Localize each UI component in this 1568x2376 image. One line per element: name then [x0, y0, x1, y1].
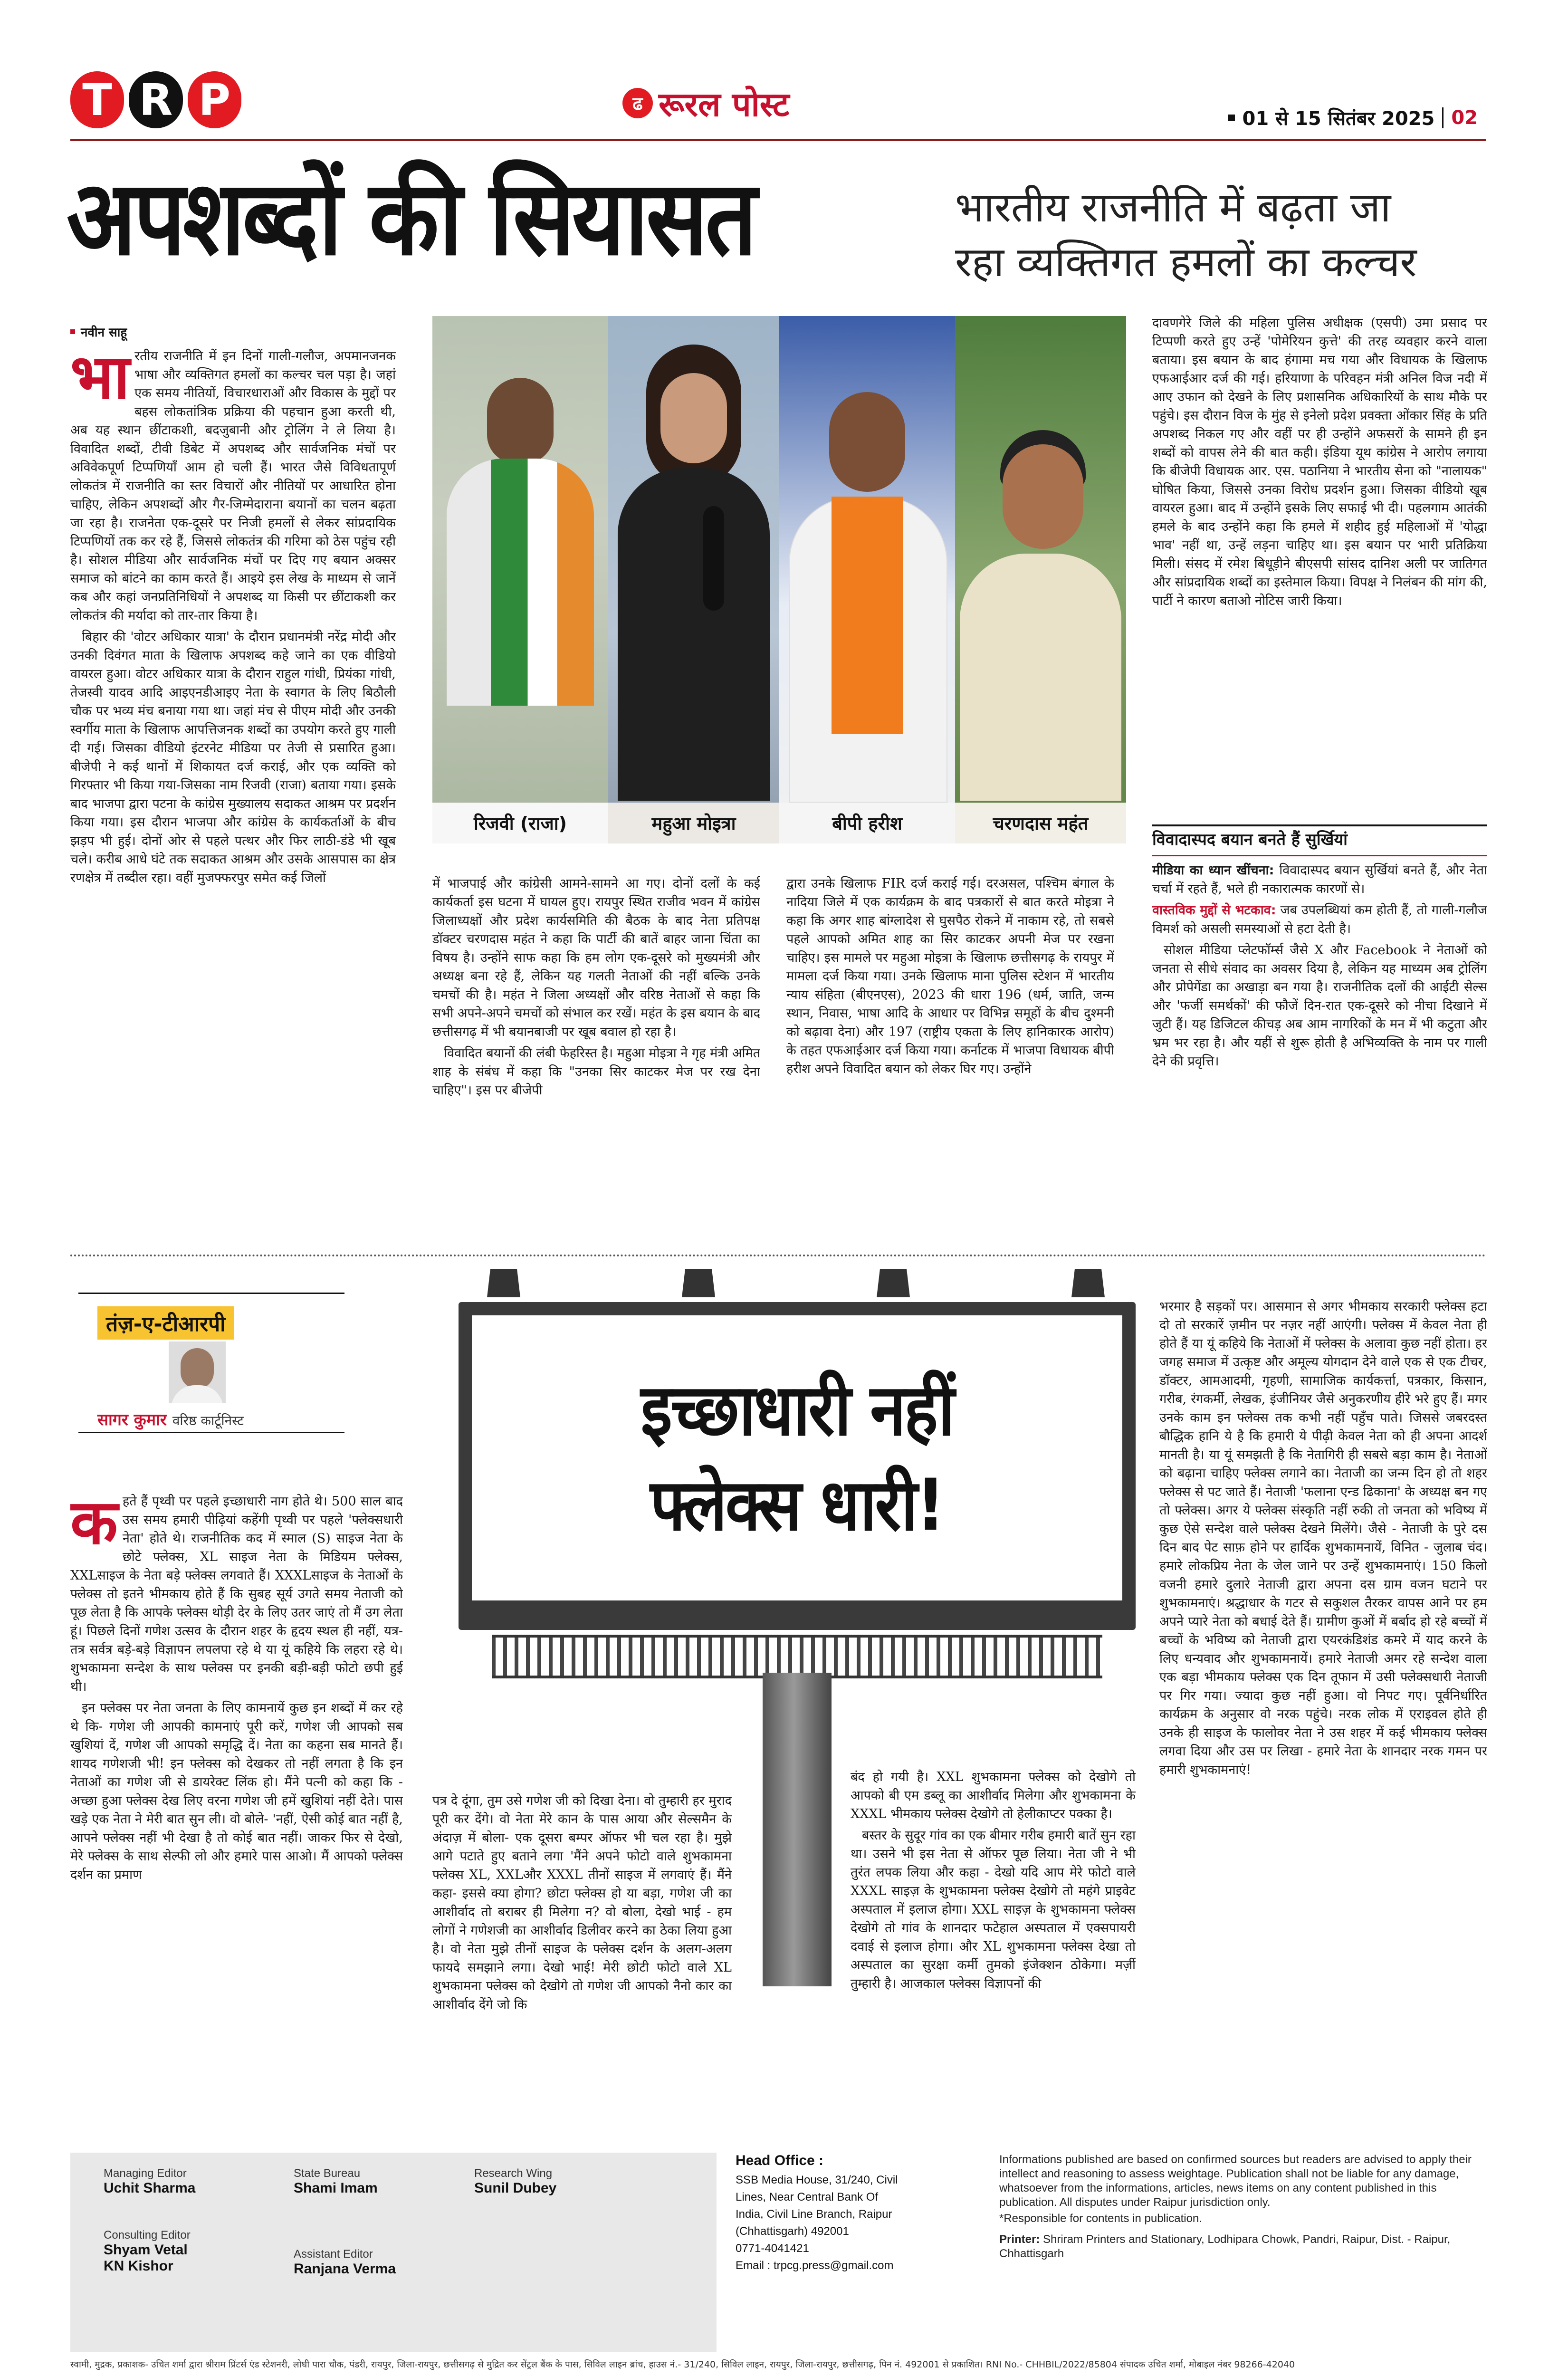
paragraph: पत्र दे दूंगा, तुम उसे गणेश जी को दिखा देना। वो तुम्हारी हर मुराद पूरी कर देंगे। वो नेता मेरे कान के पास आया और सेल्समैन के अंदाज़ में बोला- एक दूसरा बम्पर ऑफर भी चल रहा है। मुझे आगे पटाते हुए बताने लगा 'मैंने अपने फोटो वाले शुभकामना फ्लेक्स XL, XXLऔर XXXL तीनों साइज में लगवाएं हैं। मैंने कहा- इससे क्या होगा? छोटा फ्लेक्स हो या बड़ा, गणेश जी का आशीर्वाद तो बराबर ही मिलेगा न? वो बोला, देखो भाई - हम लोगों ने गणेशजी का आशीर्वाद डिलीवर करने का ठेका लिया हुआ है। वो नेता मुझे तीनों साइज के फ्लेक्स दर्शन के अलग-अलग फायदे समझाने लगा। देखो भाई! मेरी छोटी फोटो वाले XL शुभकामना फ्लेक्स को देखोगे तो गणेश जी आपको नैनो कार का आशीर्वाद देंगे जो कि — [432, 1793, 732, 2012]
address-line: 0771-4041421 — [736, 2242, 809, 2255]
sidebar-box-title: विवादास्पद बयान बनते हैं सुर्खियां — [1152, 826, 1487, 856]
address-line: SSB Media House, 31/240, Civil — [736, 2174, 898, 2186]
author-avatar — [169, 1341, 226, 1403]
author-name: सागर कुमार — [97, 1410, 167, 1429]
drop-cap: भा — [70, 347, 130, 413]
avatar-body — [171, 1385, 223, 1403]
billboard-line: फ्लेक्स धारी! — [650, 1464, 944, 1547]
billboard-line: इच्छाधारी नहीं — [641, 1369, 954, 1452]
photo-bp-harish — [779, 316, 955, 843]
brand-title: रूरल पोस्ट — [659, 85, 790, 124]
photo-strip — [432, 316, 1126, 843]
label: Consulting Editor — [104, 2229, 191, 2242]
responsible-note: *Responsible for contents in publication. — [999, 2212, 1202, 2225]
managing-editor — [104, 2167, 195, 2196]
byline-name: नवीन साहू — [81, 326, 127, 340]
point-text: जब उपलब्धियां कम होती हैं, तो गाली-गलौज विमर्श को असली समस्याओं से हटा देती है। — [1152, 903, 1487, 936]
portrait-body — [618, 468, 770, 801]
caption-text: बीपी हरीश — [832, 813, 902, 834]
avatar-head — [181, 1348, 214, 1389]
paragraph: दावणगेरे जिले की महिला पुलिस अधीक्षक (एसपी) उमा प्रसाद पर टिप्पणी करते हुए उन्हें 'पोमेरियन कुत्ते' की तरह व्यवहार करने वाला बताया। इस बयान के बाद हंगामा मच गया और विधायक के खिलाफ एफआईआर दर्ज की गई। हरियाणा के परिवहन मंत्री अनिल विज नदी में आए उफान को देखने के लिए प्रशासनिक अधिकारियों के साथ मौके पर पहुंचे। इस दौरान विज के मुंह से इनेलो प्रदेश प्रवक्ता ओंकार सिंह के प्रति अपशब्द निकल गए और वहीं पर ही उन्होंने अफसरों के सामने ही इन शब्दों को वापस लेने की बात कही। इंडिया यूथ कांग्रेस ने आरोप लगाया कि बीजेपी विधायक आर. एस. पठानिया ने भारतीय सेना को "नालायक" घोषित किया, जिससे उनका विरोध प्रदर्शन हुआ। जिसका वीडियो खूब वायरल हुआ। बाद में उन्होंने इसके लिए सफाई भी दी। पहलगाम आतंकी हमले के बाद उन्होंने कहा कि हमले में शहीद हुई महिलाओं में 'योद्धा भाव' नहीं था, उन्हें लड़ना चाहिए था। इस बयान पर भारी प्रतिक्रिया मिली। संसद में रमेश बिधूड़ीने बीएसपी सांसद दानिश अली पर जातिगत और सांप्रदायिक शब्दों का इस्तेमाल किया। विपक्ष ने निलंबन की मांग की, पार्टी ने कारण बताओ नोटिस जारी किया। — [1152, 316, 1487, 608]
portrait-body — [447, 459, 594, 706]
column-title: तंज़-ए-टीआरपी — [106, 1312, 226, 1336]
disclaimer — [999, 2153, 1486, 2352]
point-label: वास्तविक मुद्दों से भटकाव: — [1152, 903, 1276, 918]
name: Shyam Vetal — [104, 2242, 188, 2258]
label: Research Wing — [474, 2167, 553, 2180]
caption — [608, 803, 779, 843]
microphone-icon — [703, 506, 724, 611]
printer-label: Printer: — [999, 2233, 1040, 2246]
story1-deck — [955, 181, 1487, 290]
billboard-panel — [459, 1302, 1136, 1630]
billboard-face — [472, 1315, 1122, 1600]
caption-text: रिजवी (राजा) — [474, 813, 567, 834]
light-icon — [1071, 1269, 1105, 1297]
paragraph: बस्तर के सुदूर गांव का एक बीमार गरीब हमारी बातें सुन रहा था। उसने भी इस नेता से ऑफर पूछ लिया। नेता जी ने भी तुरंत लपक लिया और कहा - देखो यदि आप मेरे फोटो वाले XXXL साइज़ के शुभकामना फ्लेक्स देखोगे तो महंगे प्राइवेट अस्पताल में इलाज होगा। XXL साइज़ के शुभकामना फ्लेक्स देखोगे तो गांव के शानदार फटेहाल अस्पताल में एक्सपायरी दवाई से इलाज होगा। और XL शुभकामना फ्लेक्स देखा तो अस्पताल का सुरक्षा कर्मी तुमको इंजेक्शन ठोकेगा। मर्ज़ी तुम्हारी है। आजकाल फ्लेक्स विज्ञापनों की — [851, 1828, 1136, 1991]
column-header — [78, 1293, 344, 1433]
sidebar-box-body — [1152, 861, 1487, 1289]
light-icon — [487, 1269, 520, 1297]
imprint-text: स्वामी, मुद्रक, प्रकाशक- उचित शर्मा द्वारा श्रीराम प्रिंटर्स एंड स्टेशनरी, लोधी पारा चौक, पंडरी, रायपुर, जिला-रायपुर, छत्तीसगढ़ से मुद्रित कर सेंट्रल बैंक के पास, सिविल लाइन ब्रांच, हाउस नं.- 31/240, सिविल लाइन, रायपुर, जिला-रायपुर, छत्तीसगढ़, पिन नं. 492001 से प्रकाशित। RNI No.- CHHBIL/2022/85804 संपादक उचित शर्मा, मोबाइल नंबर 98266-42040 — [70, 2359, 1295, 2370]
light-icon — [877, 1269, 910, 1297]
divider — [1442, 107, 1444, 128]
photo-charandas-mahant — [955, 316, 1126, 843]
paragraph: भरमार है सड़कों पर। आसमान से अगर भीमकाय सरकारी फ्लेक्स हटा दो तो सरकारें ज़मीन पर नज़र नहीं आएंगी। फ्लेक्स में केवल नेता ही होते हैं या यूं कहिये कि नेताओं में फ्लेक्स के अलावा कुछ नहीं होता। हर जगह समाज में उत्कृष्ट और अमूल्य योगदान देने वाले एक से एक टीचर, डॉक्टर, आमआदमी, गृहणी, सामाजिक कार्यकर्त्ता, पत्रकार, किसान, गरीब, रंगकर्मी, लेखक, इंजीनियर जैसे अनुकरणीय हीरे भरे हुए हैं। मगर उनके काम इन फ्लेक्स तक कभी नहीं पहुँच पाते। जिससे जबरदस्त बौद्धिक हानि ये है कि हमारी ये पीढ़ी केवल नेता को ही अपना आदर्श मानती है। या यूं समझती है कि नेतागिरी ही सबसे बड़ा काम है। नेताओं को बढ़ाना चाहिए फ्लेक्स लगाने का। नेताजी का जन्म दिन हो तो शहर फ्लेक्स से पट जाते हैं। नेताजी 'फलाना एन्ड ढिकाना' के अध्यक्ष बन गए तो फ्लेक्स। अगर ये फ्लेक्स संस्कृति नहीं रुकी तो जनता को भविष्य में कुछ ऐसे सन्देश वाले फ्लेक्स देखने मिलेंगे। जैसे - नेताजी के पुरे दस दिन बाद पेट साफ़ होने पर हार्दिक शुभकामनायें, विनित - जुलाब चंद। हमारे लोकप्रिय नेता के जेल जाने पर उन्हें शुभकामनाएं। 150 किलो वजनी हमारे दुलारे नेताजी द्वारा अपना दस ग्राम वजन घटाने पर शुभकामनाएं। श्रद्धाधार के गटर से सकुशल तैरकर वापस आने पर हम अपने प्यारे नेता को बधाई देते हैं। ग्रामीण कुओं में बर्बाद हो रहे बच्चों में बच्चों के भविष्य को नेताजी द्वारा एयरकंडिशंड कमरे में याद करने के लिए धन्यवाद और शुभकामनायें। हमारे नेताजी अमर रहे सन्देश वाला एक बड़ा भीमकाय फ्लेक्स एक दिन तूफान में उसी फ्लेक्सधारी नेताजी पर गिर गया। ज्यादा कुछ नहीं हुआ। वो निपट गए। पूर्वनिर्धारित कार्यक्रम के अनुसार वो नरक पहुंचे। नरक लोक में एराइवल होते ही उनके ही साइज के फालोवर नेता ने उस शहर में कई भीमकाय फ्लेक्स लगवा दिया और उस पर लिखा - हमारे नेता के शानदार नरक गमन पर हमारी शुभकामनाएं! — [1159, 1299, 1487, 1777]
story2-column-4 — [1159, 1297, 1487, 2119]
point-label: मीडिया का ध्यान खींचना: — [1152, 863, 1274, 878]
column-title-bar — [97, 1306, 234, 1340]
page-number: 02 — [1451, 106, 1478, 129]
imprint-line — [70, 2358, 1486, 2371]
paragraph: इन फ्लेक्स पर नेता जनता के लिए कामनायें कुछ इन शब्दों में कर रहे थे कि- गणेश जी आपकी कामनाएं पूरी करें, गणेश जी आपको सब खुशियां दें, गणेश जी आपको समृद्धि दें। नेता का कहना सब मानते हैं। शायद गणेशजी भी! इन फ्लेक्स को देखकर तो नहीं लगता है कि इन नेताओं का गणेश जी से डायरेक्ट लिंक हो। मैंने पत्नी को कहा कि - अच्छा हुआ फ्लेक्स देख लिए वरना गणेश जी हमें खुशियां नहीं देते। पास खड़े एक नेता ने मेरी बात सुन ली। वो बोले- 'नहीं, ऐसी कोई बात नहीं है, आपने फ्लेक्स नहीं भी देखा है तो कोई बात नहीं। जाकर फिर से देखो, मेरे फ्लेक्स के साथ सेल्फी लो और हमारे पास आओ। मैं आपको फ्लेक्स दर्शन का प्रमाण — [70, 1701, 403, 1882]
paragraph: रतीय राजनीति में इन दिनों गाली-गलौज, अपमानजनक भाषा और व्यक्तिगत हमलों का कल्चर चल पड़ा है। जहां एक समय नीतियों, विचारधाराओं और विकास के मुद्दों पर बहस लोकतांत्रिक प्रक्रिया की पहचान हुआ करती थी, अब यह स्थान छींटाकशी, बदजुबानी और ट्रोलिंग ने ले लिया है। विवादित शब्दों, टीवी डिबेट में अपशब्द और सार्वजनिक मंचों पर अविवेकपूर्ण टिप्पणियाँ आम हो चली हैं। भारत जैसे विविधतापूर्ण लोकतंत्र में राजनीति का स्तर विचारों और नीतियों पर आधारित होना चाहिए, लेकिन अपशब्दों और गैर-जिम्मेदाराना बयानों का चलन बढ़ता जा रहा है। राजनेता एक-दूसरे पर निजी हमलों से लेकर सांप्रदायिक टिप्पणियों तक कर रहे हैं, जिससे लोकतंत्र की गरिमा को ठेस पहुंच रही है। सोशल मीडिया और सार्वजनिक मंचों पर दिए गए बयान अक्सर समाज को बांटने का काम करते हैं। आइये इस लेख के माध्यम से जानें कब और कहां जनप्रतिनिधियों ने अपशब्द या किसी पर छींटाकशी कर लोकतंत्र की मर्यादा को तार-तार किया है। — [70, 349, 396, 623]
caption — [955, 803, 1126, 843]
story1-column-3 — [786, 874, 1114, 1293]
portrait-body — [960, 554, 1121, 801]
label: Assistant Editor — [294, 2248, 373, 2261]
portrait-head — [1003, 444, 1083, 549]
story1-column-1 — [70, 347, 396, 1293]
story1-column-4 — [1152, 314, 1487, 827]
address-line: (Chhattisgarh) 492001 — [736, 2225, 849, 2238]
portrait-head — [829, 392, 905, 492]
light-icon — [682, 1269, 715, 1297]
paragraph: बंद हो गयी है। XXL शुभकामना फ्लेक्स को देखोगे तो आपको बी एम डब्लू का आशीर्वाद मिलेगा और शुभकामना के XXXL भीमकाय फ्लेक्स देखोगे तो हेलीकाप्टर पक्का है। — [851, 1770, 1136, 1821]
sidebar-box — [1152, 824, 1487, 1295]
portrait-head — [660, 373, 727, 463]
address-line: India, Civil Line Branch, Raipur — [736, 2208, 892, 2221]
name: KN Kishor — [104, 2258, 173, 2274]
consulting-editor — [104, 2229, 191, 2274]
paragraph: में भाजपाई और कांग्रेसी आमने-सामने आ गए। दोनों दलों के कई कार्यकर्ता इस घटना में घायल हुए। रायपुर स्थित राजीव भवन में कांग्रेस जिलाध्यक्षों और प्रदेश कार्यसमिति की बैठक के बाद नेता प्रतिपक्ष डॉक्टर चरणदास महंत ने कहा कि पार्टी की बातें बाहर जाना चिंता का विषय है। उन्होंने साफ कहा कि हम लोग एक-दूसरे को मुख्यमंत्री और अध्यक्ष बना रहे हैं, लेकिन यह गलती नेताओं की नहीं बल्कि उनके चमचों की है। महंत ने जिला अध्यक्षों और वरिष्ठ नेताओं से कहा कि सभी अपने-अपने चमचों को संभाल कर रखें। महंत के इस बयान के बाद छत्तीसगढ़ में भी बयानबाजी पर खूब बवाल हो रहा है। — [432, 876, 760, 1039]
name: Ranjana Verma — [294, 2261, 396, 2277]
story2-column-2 — [432, 1792, 732, 2119]
caption — [432, 803, 608, 843]
issue-info — [1228, 105, 1478, 131]
address-line[interactable]: Email : trpcg.press@gmail.com — [736, 2259, 894, 2272]
story1-headline — [67, 157, 950, 299]
head-office — [736, 2153, 983, 2352]
masthead — [0, 0, 1568, 143]
assistant-editor — [294, 2248, 396, 2277]
head-office-label: Head Office : — [736, 2153, 824, 2168]
paragraph: द्वारा उनके खिलाफ FIR दर्ज कराई गई। दरअसल, पश्चिम बंगाल के नादिया जिले में एक कार्यक्रम के बाद पत्रकारों से बात करते मोइत्रा ने कहा कि अगर शाह बांग्लादेश से घुसपैठ रोकने में नाकाम रहे, तो सबसे पहले आपको अमित शाह का सिर काटकर अपनी मेज पर रखना चाहिए। इस मामले पर महुआ मोइत्रा के खिलाफ छत्तीसगढ़ के रायपुर में मामला दर्ज किया गया। उनके खिलाफ माना पुलिस स्टेशन में भारतीय न्याय संहिता (बीएनएस), 2023 की धारा 196 (धर्म, जाति, जन्म स्थान, निवास, भाषा आदि के आधार पर विभिन्न समूहों के बीच दुश्मनी को बढ़ावा देना) और 197 (राष्ट्रीय एकता के लिए हानिकारक आरोप) के तहत एफआईआर दर्ज किया गया। कर्नाटक में भाजपा विधायक बीपी हरीश अपने विवादित बयान को लेकर घिर गए। उन्होंने — [786, 876, 1114, 1076]
paragraph: विवादित बयानों की लंबी फेहरिस्त है। महुआ मोइत्रा ने गृह मंत्री अमित शाह के संबंध में कहा कि "उनका सिर काटकर मेज पर रख देना चाहिए"। इस पर बीजेपी — [432, 1046, 760, 1098]
author-credit — [97, 1408, 244, 1430]
drop-cap: क — [70, 1492, 118, 1558]
bullet-icon — [70, 329, 75, 334]
photo-mahua-moitra — [608, 316, 779, 843]
footer — [70, 2153, 1486, 2352]
deck-line: भारतीय राजनीति में बढ़ता जा — [955, 184, 1391, 231]
billboard-catwalk — [492, 1635, 1102, 1678]
bullet-icon — [1228, 115, 1235, 121]
printer-text: Shriram Printers and Stationary, Lodhipara Chowk, Pandri, Raipur, Dist. - Raipur, Chhattisgarh — [999, 2233, 1451, 2260]
story2-column-3 — [851, 1768, 1136, 2119]
billboard-pole — [763, 1673, 832, 1986]
address-line: Lines, Near Central Bank Of — [736, 2191, 879, 2204]
paragraph: सोशल मीडिया प्लेटफॉर्म्स जैसे X और Facebook ने नेताओं को जनता से सीधे संवाद का अवसर दिया है, लेकिन यह माध्यम अब ट्रोलिंग और प्रोपेगेंडा का अखाड़ा बन गया है। राजनीतिक दलों की आईटी सेल्स और 'फर्जी समर्थकों' की फौजें दिन-रात एक-दूसरे को नीचा दिखाने में जुटी हैं। यह डिजिटल कीचड़ अब आम नागरिकों के मन में भी कटुता और भ्रम भर रहा है। और यहीं से शुरू होती है अभिव्यक्ति के नाम पर गाली देने की प्रवृत्ति। — [1152, 943, 1487, 1069]
name: Uchit Sharma — [104, 2180, 196, 2196]
label: Managing Editor — [104, 2167, 187, 2180]
trp-logo-letter: T — [70, 71, 124, 128]
photo-rizvi — [432, 316, 608, 843]
label: State Bureau — [294, 2167, 361, 2180]
brand-mark: ढ — [632, 93, 643, 114]
story1-headline-text: अपशब्दों की सियासत — [67, 158, 755, 278]
author-role: वरिष्ठ कार्टूनिस्ट — [172, 1413, 244, 1428]
byline — [70, 323, 127, 340]
caption — [779, 803, 955, 843]
disclaimer-text: Informations published are based on confirmed sources but readers are advised to apply their intellect and reasoning to assess weightage. Publication shall not be liable for any damage, whatsoever from the informations, articles, news items on any content published in this publication. All disputes under Raipur jurisdiction only. — [999, 2153, 1472, 2209]
caption-text: चरणदास महंत — [993, 813, 1089, 834]
issue-date: 01 से 15 सितंबर 2025 — [1242, 108, 1435, 130]
billboard-lights — [487, 1269, 1105, 1302]
deck-line: रहा व्यक्तिगत हमलों का कल्चर — [955, 239, 1417, 286]
brand-mark-icon — [622, 88, 653, 118]
footer-staff — [70, 2153, 717, 2352]
portrait-head — [487, 378, 554, 463]
research-wing — [474, 2167, 556, 2196]
name: Sunil Dubey — [474, 2180, 557, 2196]
paragraph: बिहार की 'वोटर अधिकार यात्रा' के दौरान प्रधानमंत्री नरेंद्र मोदी और उनकी दिवंगत माता के खिलाफ अपशब्द कहे जाने का एक वीडियो वायरल हुआ। वोटर अधिकार यात्रा के दौरान राहुल गांधी, प्रियंका गांधी, तेजस्वी यादव आदि आइएनडीआइए नेता के स्वागत के लिए बिठौली चौक पर भव्य मंच बनाया गया था। जहां मंच से पीएम मोदी और उनकी स्वर्गीय माता के खिलाफ आपत्तिजनक शब्दों का उपयोग करते हुए गाली दी गई। जिसका वीडियो इंटरनेट मीडिया पर तेजी से प्रसारित हुआ। बीजेपी ने कई थानों में शिकायत दर्ज कराई, और एक व्यक्ति को गिरफ्तार भी किया गया-जिसका नाम रिजवी (राजा) बताया गया। इसके बाद भाजपा द्वारा पटना के कांग्रेस मुख्यालय सदाकत आश्रम पर प्रदर्शन किया गया। इस दौरान भाजपा और कांग्रेस के कार्यकर्ताओं के बीच झड़प भी हुई। दोनों ओर से पहले पत्थर और फिर लाठी-डंडे भी खूब चले। करीब आधे घंटे तक सदाकत आश्रम और उसके आसपास का क्षेत्र रणक्षेत्र में तब्दील रहा। वहीं मुजफ्फरपुर समेत कई जिलों — [70, 630, 396, 885]
story2-column-1 — [70, 1492, 403, 2119]
name: Shami Imam — [294, 2180, 378, 2196]
paragraph: हते हैं पृथ्वी पर पहले इच्छाधारी नाग होते थे। 500 साल बाद उस समय हमारी पीढ़ियां कहेंगी पृथ्वी पर पहले 'फ्लेक्सधारी नेता' होते थे। राजनीतिक कद में स्माल (S) साइज नेता के छोटे फ्लेक्स, XL साइज नेता के मिडियम फ्लेक्स, XXLसाइज के नेता बड़े फ्लेक्स लगवाते हैं। XXXLसाइज के नेताओं के फ्लेक्स तो इतने भीमकाय होते हैं कि सुबह सूर्य उगते समय नेताजी को पूछ लेता है कि आपके फ्लेक्स थोड़ी देर के लिए उतर जाएं तो मैं उग लेता हूं। पिछले दिनों गणेश उत्सव के दौरान शहर के हृदय स्थल ही नहीं, यत्र-तत्र सर्वत्र बड़े-बड़े विज्ञापन लपलपा रहे थे या यूं कहिये कि लहरा रहे थे। शुभकामना सन्देश के साथ फ्लेक्स पर इनकी बड़ी-बड़ी फोटो छपी हुई थी। — [70, 1494, 403, 1694]
point-text: विवादास्पद बयान सुर्खियां बनते हैं, और नेता चर्चा में रहते हैं, भले ही नकारात्मक कारणों से। — [1152, 863, 1487, 896]
masthead-rule — [70, 139, 1486, 141]
printer-line — [999, 2232, 1486, 2261]
trp-logo-letter: P — [188, 71, 241, 128]
state-bureau — [294, 2167, 378, 2196]
trp-logo-letter: R — [129, 71, 182, 128]
caption-text: महुआ मोइत्रा — [651, 813, 736, 834]
saffron-scarf — [832, 497, 903, 734]
rural-post-brand[interactable] — [622, 82, 789, 125]
story1-column-2 — [432, 874, 760, 1293]
trp-logo[interactable] — [70, 71, 241, 138]
